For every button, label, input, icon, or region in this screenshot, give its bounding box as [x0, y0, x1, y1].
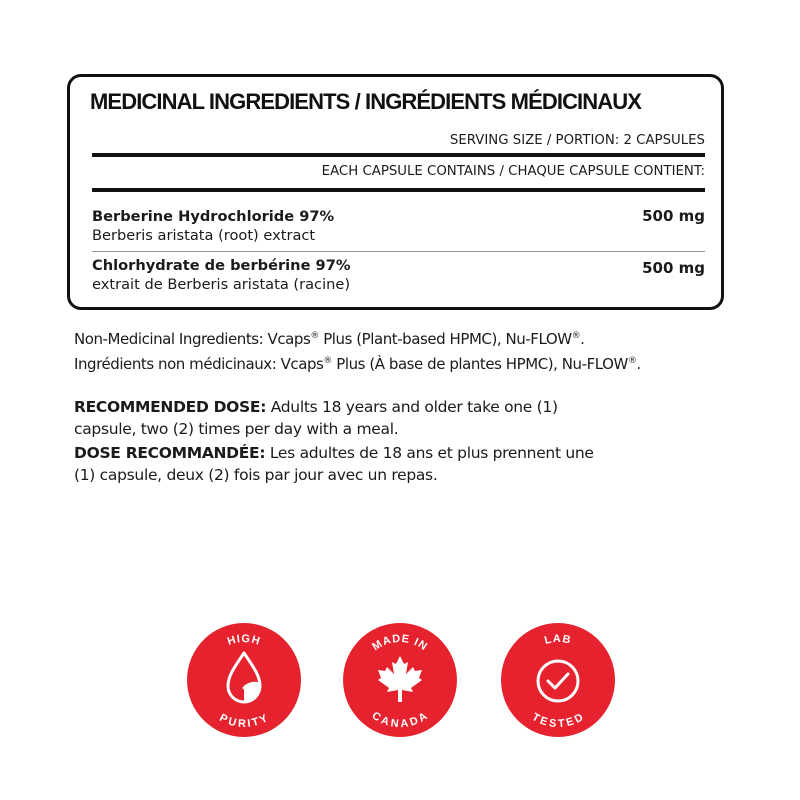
text: . — [580, 330, 585, 348]
badge-top-text: HIGH — [225, 632, 263, 648]
panel-title: MEDICINAL INGREDIENTS / INGRÉDIENTS MÉDICINAUX — [90, 89, 642, 114]
registered-mark: ® — [323, 356, 332, 366]
dose-fr-line2: (1) capsule, deux (2) fois par jour avec un repas. — [74, 466, 438, 484]
badge-top-text: LAB — [543, 632, 573, 647]
ingredient-amount: 500 mg — [642, 259, 705, 277]
badge-bottom-text: CANADA — [369, 709, 431, 731]
registered-mark: ® — [627, 356, 637, 366]
text: Plus (À base de plantes HPMC), Nu-FLOW — [331, 355, 628, 373]
text: . — [636, 355, 641, 373]
ingredient-amount: 500 mg — [642, 207, 705, 225]
each-capsule-heading: EACH CAPSULE CONTAINS / CHAQUE CAPSULE CONTIENT: — [321, 164, 705, 179]
divider-thick — [92, 188, 705, 192]
dose-label: DOSE RECOMMANDÉE: — [74, 444, 266, 462]
text: Les adultes de 18 ans et plus prennent une — [265, 444, 594, 462]
registered-mark: ® — [571, 331, 581, 341]
ingredient-name: Chlorhydrate de berbérine 97% — [92, 257, 351, 274]
badge-bottom-text: PURITY — [217, 712, 271, 731]
dose-fr-line1 — [74, 444, 594, 462]
registered-mark: ® — [310, 331, 319, 341]
made-in-canada-badge — [342, 622, 458, 738]
text: Adults 18 years and older take one (1) — [266, 398, 558, 416]
dose-en-line2: capsule, two (2) times per day with a meal. — [74, 420, 399, 438]
text: Non-Medicinal Ingredients: Vcaps — [74, 330, 311, 348]
non-medicinal-en — [74, 330, 584, 348]
text: Ingrédients non médicinaux: Vcaps — [74, 355, 324, 373]
ingredient-source: Berberis aristata (root) extract — [92, 227, 316, 244]
serving-size: SERVING SIZE / PORTION: 2 CAPSULES — [449, 133, 705, 148]
ingredient-name: Berberine Hydrochloride 97% — [92, 208, 335, 225]
text: Plus (Plant-based HPMC), Nu-FLOW — [318, 330, 572, 348]
divider-thin — [92, 251, 705, 252]
non-medicinal-fr — [74, 355, 641, 373]
dose-en-line1 — [74, 398, 558, 416]
high-purity-badge — [186, 622, 302, 738]
dose-label: RECOMMENDED DOSE: — [74, 398, 267, 416]
svg-text:LAB — [543, 633, 572, 647]
medicinal-ingredients-panel — [67, 74, 724, 310]
divider-thick — [92, 153, 705, 157]
badge-bottom-text: TESTED — [529, 711, 587, 731]
ingredient-source: extrait de Berberis aristata (racine) — [92, 276, 351, 293]
lab-tested-badge — [500, 622, 616, 738]
badge-top-text: MADE IN — [370, 632, 430, 654]
